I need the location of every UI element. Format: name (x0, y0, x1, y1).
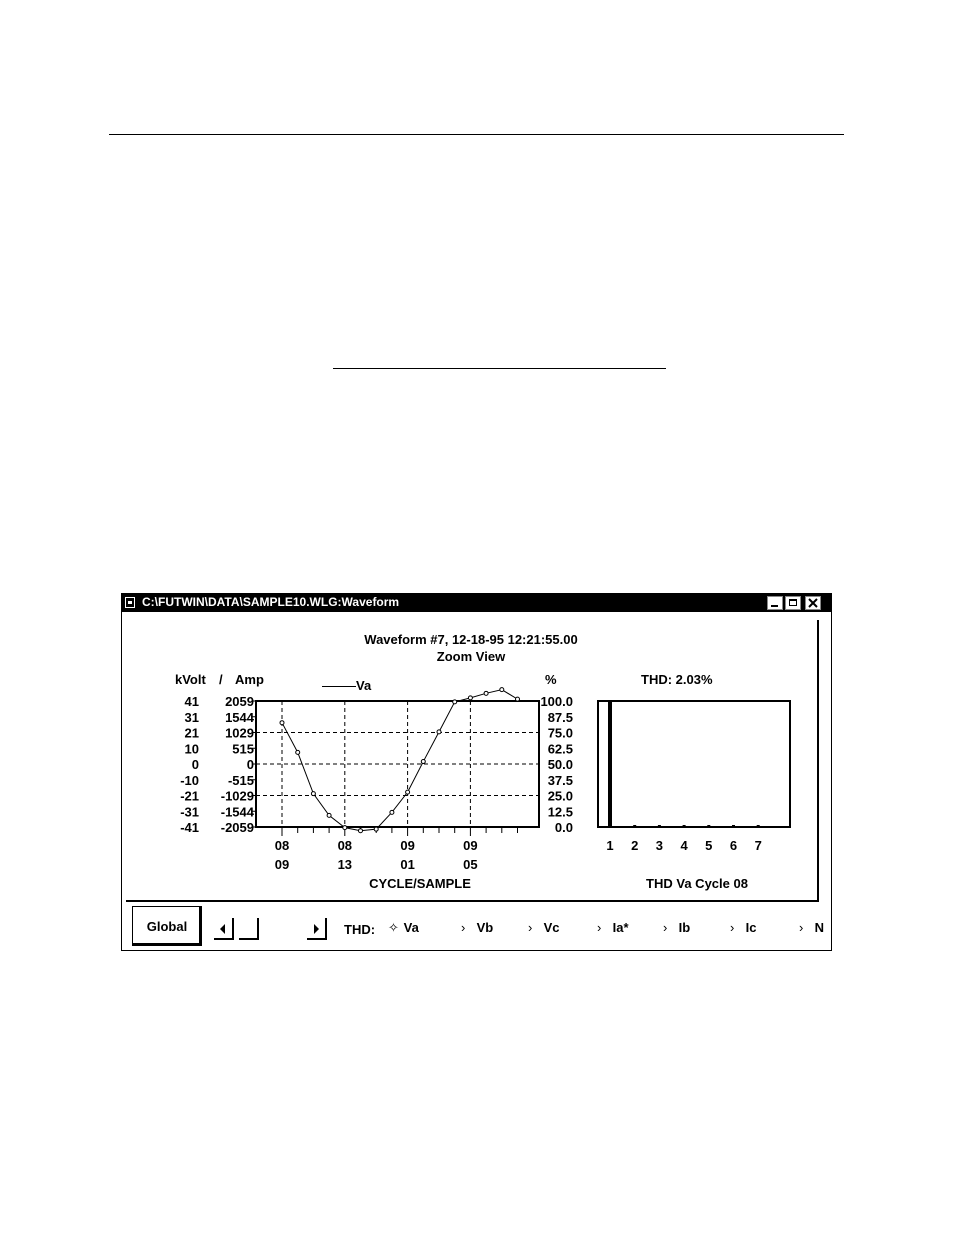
thd-option-ib[interactable] (663, 920, 690, 935)
thd-option-vc[interactable] (528, 920, 560, 935)
thd-x-label: 5 (705, 838, 713, 853)
y-label-percent: 12.5 (547, 804, 573, 820)
series-va-point (516, 697, 520, 701)
thd-x-label: 3 (655, 838, 664, 853)
thd-option-ia[interactable] (597, 920, 629, 935)
thd-option-va[interactable] (388, 920, 419, 936)
series-va-point (484, 691, 488, 695)
y-label-kvolt: -21 (180, 788, 199, 804)
radio-icon: › (663, 920, 668, 935)
series-va-point (437, 730, 441, 734)
xaxis-label: CYCLE/SAMPLE (369, 876, 471, 891)
thd-x-label: 6 (729, 838, 738, 853)
x-label-sample: 13 (337, 857, 353, 872)
series-va-point (296, 750, 300, 754)
y-label-amp: 1544 (225, 709, 254, 725)
thd-plot-frame (598, 701, 790, 827)
y-label-percent: 0.0 (554, 820, 573, 835)
y-label-kvolt: -41 (180, 820, 199, 835)
y-label-kvolt: -31 (180, 804, 199, 820)
thd-option-label: Ia* (609, 920, 629, 935)
thd-option-label: Ic (742, 920, 757, 935)
thd-x-label: 4 (680, 838, 688, 853)
series-va-point (343, 826, 347, 830)
axis-label-separator: / (219, 672, 223, 687)
series-va-point (327, 813, 331, 817)
y-label-amp: -2059 (220, 820, 254, 835)
legend-va: Va (356, 678, 372, 693)
thd-bar (732, 825, 735, 827)
percent-axis-label: % (545, 672, 557, 687)
radio-icon: › (799, 920, 804, 935)
thd-chart-label: THD Va Cycle 08 (646, 876, 748, 891)
scroll-left-button[interactable] (214, 918, 234, 940)
waveform-title: Waveform #7, 12-18-95 12:21:55.00 (364, 632, 578, 647)
y-label-amp: -1544 (220, 804, 254, 820)
series-va-point (311, 792, 315, 796)
amp-axis-label: Amp (235, 672, 264, 687)
radio-selected-icon: ✧ (388, 920, 399, 935)
thd-bar (707, 825, 710, 827)
thd-bar (757, 825, 760, 827)
thd-option-label: Ib (675, 920, 691, 935)
y-label-amp: 1029 (225, 725, 254, 741)
thd-x-label: 2 (631, 838, 639, 853)
thd-option-label: N (811, 920, 824, 935)
thd-option-label: Vc (540, 920, 560, 935)
y-label-percent: 87.5 (547, 709, 573, 725)
waveform-window (121, 593, 832, 951)
scroll-thumb[interactable] (239, 918, 259, 940)
thd-x-label: 1 (606, 838, 614, 853)
series-va-point (500, 688, 504, 692)
x-label-sample: 05 (463, 857, 478, 872)
x-label-cycle: 08 (337, 838, 353, 853)
kvolt-axis-label: kVolt (175, 672, 206, 687)
y-label-percent: 50.0 (547, 757, 573, 772)
radio-icon: › (461, 920, 466, 935)
y-label-amp: 0 (246, 757, 254, 772)
y-label-amp: 2059 (225, 694, 254, 709)
thd-option-label: Vb (473, 920, 494, 935)
y-label-kvolt: 31 (184, 709, 199, 725)
y-label-kvolt: 21 (184, 725, 199, 741)
y-label-kvolt: -10 (180, 772, 199, 788)
global-button[interactable]: Global (132, 906, 202, 946)
zoom-view-label: Zoom View (436, 649, 506, 664)
radio-icon: › (528, 920, 533, 935)
thd-option-n[interactable] (799, 920, 824, 935)
scroll-right-button[interactable] (307, 918, 327, 940)
x-label-sample: 09 (274, 857, 290, 872)
series-va-point (374, 827, 378, 831)
y-label-percent: 25.0 (547, 788, 573, 804)
y-label-percent: 62.5 (547, 741, 573, 757)
page-rule-top (109, 134, 844, 135)
y-label-amp: 515 (232, 741, 254, 757)
y-label-kvolt: 41 (184, 694, 199, 709)
y-label-kvolt: 10 (184, 741, 199, 757)
x-label-sample: 01 (400, 857, 415, 872)
thd-option-label: Va (400, 920, 419, 935)
series-va-point (390, 810, 394, 814)
thd-option-ic[interactable] (730, 920, 756, 935)
y-label-amp: -515 (227, 772, 254, 788)
thd-bar (683, 825, 686, 827)
series-va-point (406, 790, 410, 794)
series-va-point (359, 829, 363, 833)
y-label-percent: 75.0 (547, 725, 573, 741)
series-va-point (453, 700, 457, 704)
y-label-kvolt: 0 (191, 757, 199, 772)
window-title: C:\FUTWIN\DATA\SAMPLE10.WLG:Waveform (142, 595, 400, 609)
radio-icon: › (730, 920, 735, 935)
thd-bar (658, 825, 661, 827)
series-va-point (280, 721, 284, 725)
radio-icon: › (597, 920, 602, 935)
x-label-cycle: 08 (274, 838, 290, 853)
thd-bar (608, 701, 612, 827)
thd-selector-label: THD: (344, 922, 376, 937)
y-label-percent: 100.0 (540, 694, 573, 709)
charts-svg (122, 594, 831, 900)
y-label-percent: 37.5 (547, 772, 573, 788)
thd-x-label: 7 (754, 838, 762, 853)
y-label-amp: -1029 (220, 788, 254, 804)
series-va-point (421, 760, 425, 764)
series-va-line (282, 690, 518, 831)
thd-option-vb[interactable] (461, 920, 493, 935)
thd-bar (633, 825, 636, 827)
x-label-cycle: 09 (463, 838, 478, 853)
x-label-cycle: 09 (400, 838, 415, 853)
thd-value-label: THD: 2.03% (641, 672, 713, 687)
chart-area-bottom-border (126, 900, 819, 902)
series-va-point (468, 696, 472, 700)
page-rule-mid (333, 368, 666, 369)
